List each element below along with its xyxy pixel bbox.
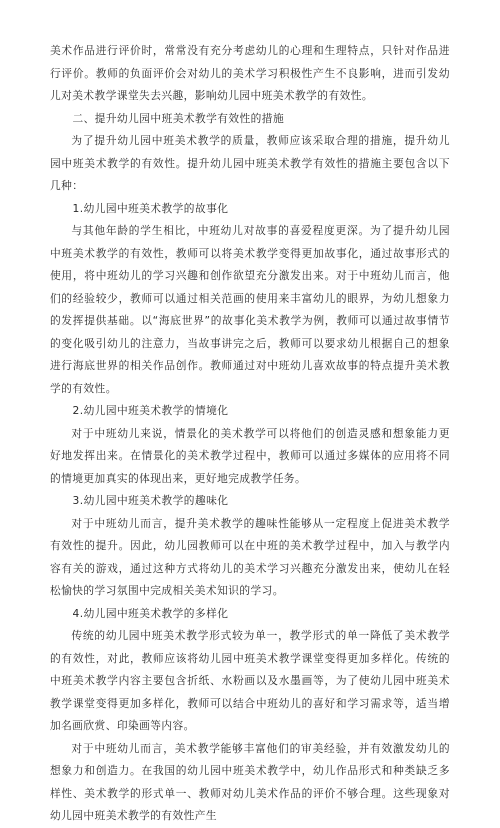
section-heading: 二、提升幼儿园中班美术教学有效性的措施 [72, 111, 285, 125]
body-paragraph: 对于中班幼儿而言，提升美术教学的趣味性能够从一定程度上促进美术教学有效性的提升。因此，幼儿园教师可以在中班的美术教学过程中，加入与教学内容有关的游戏，通过这种方式将幼儿的美术学习兴趣充分激发出来，使幼儿在轻松愉快的学习氛围中完成相关美术知识的学习。 [50, 516, 450, 597]
body-paragraph: 对于中班幼儿来说，情景化的美术教学可以将他们的创造灵感和想象能力更好地发挥出来。在情景化的美术教学过程中，教师可以通过多媒体的应用将不同的情境更加真实的体现出来，更好地完成教学任务。 [50, 426, 450, 485]
subsection-heading: 2.幼儿园中班美术教学的情境化 [72, 404, 229, 417]
body-paragraph: 与其他年龄的学生相比，中班幼儿对故事的喜爱程度更深。为了提升幼儿园中班美术教学的有效性，教师可以将美术教学变得更加故事化，通过故事形式的使用，将中班幼儿的学习兴趣和创作欲望充分激发出来。对于中班幼儿而言，他们的经验较少，教师可以通过相关范画的使用来丰富幼儿的眼界，为幼儿想象力的发挥提供基础。以“海底世界”的故事化美术教学为例，教师可以通过故事情节的变化吸引幼儿的注意力，当故事讲完之后，教师可以要求幼儿根据自己的想象进行海底世界的相关作品创作。教师通过对中班幼儿喜欢故事的特点提升美术教学的有效性。 [50, 224, 450, 395]
subsection-heading: 1.幼儿园中班美术教学的故事化 [72, 201, 229, 215]
subsection-heading: 4.幼儿园中班美术教学的多样化 [72, 606, 229, 620]
body-paragraph: 对于中班幼儿而言，美术教学能够丰富他们的审美经验，并有效激发幼儿的想象力和创造力。在我国的幼儿园中班美术教学中，幼儿作品形式和种类缺乏多样性、美术教学的形式单一、教师对幼儿美术作品的评价不够合理。这些现象对幼儿园中班美术教学的有效性产生 [50, 741, 450, 822]
subsection-heading: 3.幼儿园中班美术教学的趣味化 [72, 494, 229, 507]
body-paragraph: 传统的幼儿园中班美术教学形式较为单一，教学形式的单一降低了美术教学的有效性，对此，教师应该将幼儿园中班美术教学课堂变得更加多样化。传统的中班美术教学内容主要包含折纸、水粉画以及水墨画等，为了使幼儿园中班美术教学课堂变得更加多样化，教师可以结合中班幼儿的喜好和学习需求等，适当增加名画欣赏、印染画等内容。 [50, 629, 450, 732]
body-paragraph: 为了提升幼儿园中班美术教学的质量，教师应该采取合理的措施，提升幼儿园中班美术教学的有效性。提升幼儿园中班美术教学有效性的措施主要包含以下几种： [50, 134, 450, 192]
body-paragraph: 美术作品进行评价时，常常没有充分考虑幼儿的心理和生理特点，只针对作品进行评价。教师的负面评价会对幼儿的美术学习积极性产生不良影响，进而引发幼儿对美术教学课堂失去兴趣，影响幼儿园中班美术教学的有效性。 [50, 44, 450, 102]
